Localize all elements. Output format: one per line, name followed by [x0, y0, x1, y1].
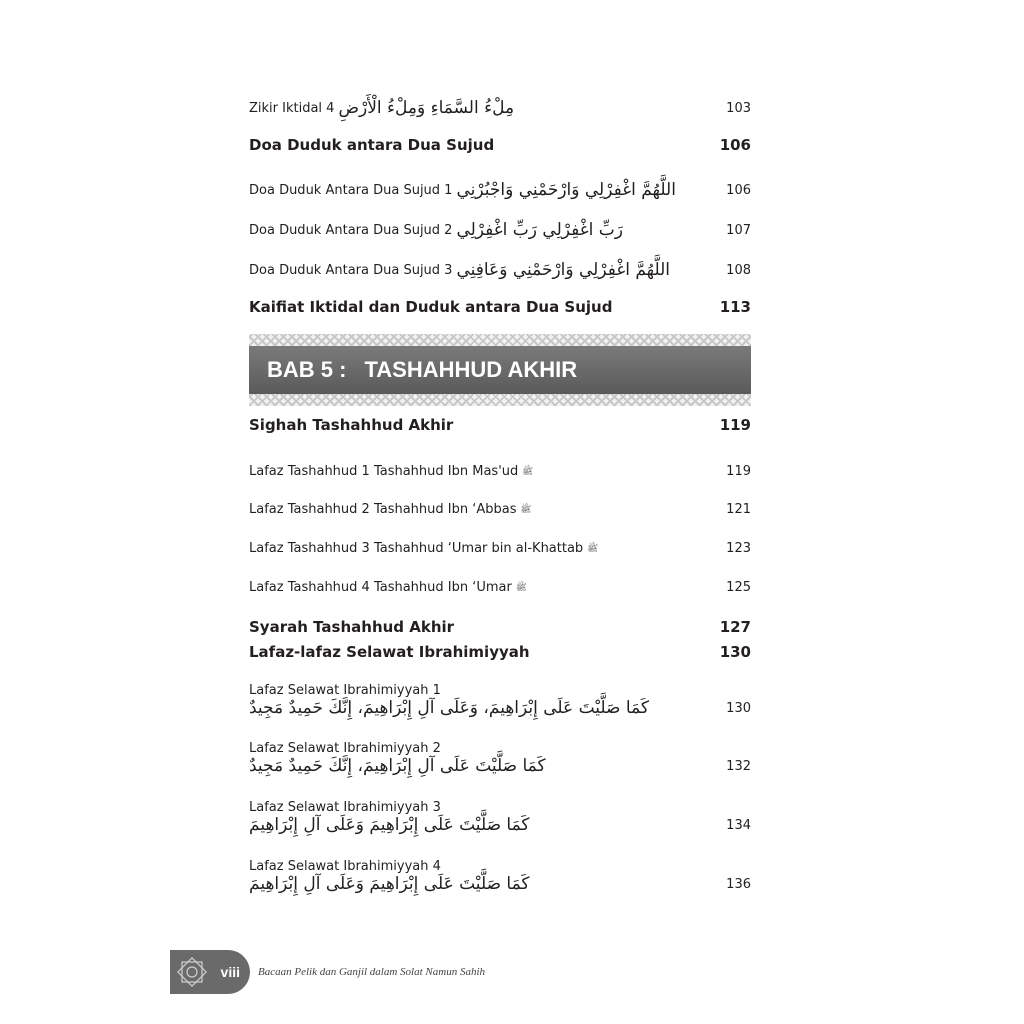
- toc-entry: [249, 180, 751, 200]
- page-number: 130: [726, 700, 751, 716]
- chapter-banner: [249, 334, 751, 410]
- toc-entry: [249, 580, 751, 595]
- ornament-border: [249, 334, 751, 346]
- page-number: 107: [726, 222, 751, 238]
- toc-heading: [249, 618, 751, 636]
- entry-label: Lafaz Tashahhud 3 Tashahhud ‘Umar bin al-Khattab ﷺ: [249, 541, 599, 556]
- arabic-text: كَمَا صَلَّيْتَ عَلَى إِبْرَاهِيمَ وَعَلَى آلِ إِبْرَاهِيمَ: [249, 874, 530, 894]
- toc-heading: [249, 416, 751, 434]
- entry-label: Syarah Tashahhud Akhir: [249, 618, 455, 636]
- page-number: 103: [726, 100, 751, 116]
- chapter-title: TASHAHHUD AKHIR: [364, 357, 578, 382]
- entry-label: Lafaz Selawat Ibrahimiyyah 2: [249, 741, 441, 756]
- page-number: 123: [726, 541, 751, 556]
- selawat-entry: [249, 741, 751, 776]
- arabic-text: كَمَا صَلَّيْتَ عَلَى إِبْرَاهِيمَ وَعَلَى آلِ إِبْرَاهِيمَ: [249, 815, 530, 835]
- ornament-star-icon: [174, 954, 210, 990]
- page-number: 121: [726, 502, 751, 517]
- arabic-text: مِلْءُ السَّمَاءِ وَمِلْءُ الْأَرْضِ: [338, 98, 515, 118]
- toc-heading: [249, 136, 751, 154]
- entry-label: Kaifiat Iktidal dan Duduk antara Dua Sujud: [249, 298, 613, 316]
- arabic-text: كَمَا صَلَّيْتَ عَلَى آلِ إِبْرَاهِيمَ، إِنَّكَ حَمِيدٌ مَجِيدٌ: [249, 756, 546, 776]
- page-number: 108: [726, 262, 751, 278]
- entry-label: Doa Duduk Antara Dua Sujud 1 اللَّهُمَّ اغْفِرْلِي وَارْحَمْنِي وَاجْبُرْنِي: [249, 180, 676, 200]
- page-number: 125: [726, 580, 751, 595]
- page-number: 119: [726, 464, 751, 479]
- toc-entry: [249, 464, 751, 479]
- entry-label: Doa Duduk Antara Dua Sujud 3 اللَّهُمَّ اغْفِرْلِي وَارْحَمْنِي وَعَافِنِي: [249, 260, 671, 280]
- entry-label: Lafaz Tashahhud 1 Tashahhud Ibn Mas'ud ﷺ: [249, 464, 534, 479]
- entry-label: Lafaz Selawat Ibrahimiyyah 1: [249, 683, 441, 698]
- toc-entry: [249, 502, 751, 517]
- page-number: 127: [719, 618, 751, 636]
- chapter-title-bar: [249, 346, 751, 394]
- page-number: 106: [719, 136, 751, 154]
- toc-entry: [249, 541, 751, 556]
- toc-entry: [249, 260, 751, 280]
- page-number: 113: [719, 298, 751, 316]
- page-number: 119: [719, 416, 751, 434]
- honorific-icon: ﷺ: [587, 543, 599, 554]
- honorific-icon: ﷺ: [522, 466, 534, 477]
- page-number: 106: [726, 182, 751, 198]
- honorific-icon: ﷺ: [515, 582, 527, 593]
- entry-label: Lafaz-lafaz Selawat Ibrahimiyyah: [249, 643, 530, 661]
- entry-label: Zikir Iktidal 4 مِلْءُ السَّمَاءِ وَمِلْءُ الْأَرْضِ: [249, 98, 515, 118]
- arabic-text: كَمَا صَلَّيْتَ عَلَى إِبْرَاهِيمَ، وَعَلَى آلِ إِبْرَاهِيمَ، إِنَّكَ حَمِيدٌ مَجِيدٌ: [249, 698, 649, 718]
- selawat-entry: [249, 683, 751, 718]
- selawat-entry: [249, 800, 751, 835]
- page-badge: [170, 950, 250, 994]
- entry-label: Lafaz Selawat Ibrahimiyyah 4: [249, 859, 441, 874]
- chapter-number: BAB 5 :: [267, 357, 347, 382]
- arabic-text: اللَّهُمَّ اغْفِرْلِي وَارْحَمْنِي وَاجْبُرْنِي: [456, 180, 676, 200]
- ornament-border: [249, 394, 751, 406]
- selawat-entry: [249, 859, 751, 894]
- page-number: 130: [719, 643, 751, 661]
- arabic-text: اللَّهُمَّ اغْفِرْلِي وَارْحَمْنِي وَعَافِنِي: [456, 260, 671, 280]
- page-number: 132: [726, 758, 751, 774]
- toc-entry: [249, 220, 751, 240]
- page-number-roman: viii: [220, 964, 240, 980]
- toc-heading: [249, 643, 751, 661]
- book-title: Bacaan Pelik dan Ganjil dalam Solat Namun Sahih: [258, 966, 486, 978]
- page-number: 134: [726, 817, 751, 833]
- entry-label: Doa Duduk Antara Dua Sujud 2 رَبِّ اغْفِرْلِي رَبِّ اغْفِرْلِي: [249, 220, 623, 240]
- entry-label: Lafaz Selawat Ibrahimiyyah 3: [249, 800, 441, 815]
- page-number: 136: [726, 876, 751, 892]
- arabic-text: رَبِّ اغْفِرْلِي رَبِّ اغْفِرْلِي: [456, 220, 623, 240]
- toc-heading: [249, 298, 751, 316]
- entry-label: Sighah Tashahhud Akhir: [249, 416, 454, 434]
- entry-label: Lafaz Tashahhud 4 Tashahhud Ibn ‘Umar ﷺ: [249, 580, 527, 595]
- toc-entry: [249, 98, 751, 118]
- entry-label: Doa Duduk antara Dua Sujud: [249, 136, 495, 154]
- page-footer: [170, 950, 485, 994]
- honorific-icon: ﷺ: [520, 504, 532, 515]
- entry-label: Lafaz Tashahhud 2 Tashahhud Ibn ‘Abbas ﷺ: [249, 502, 532, 517]
